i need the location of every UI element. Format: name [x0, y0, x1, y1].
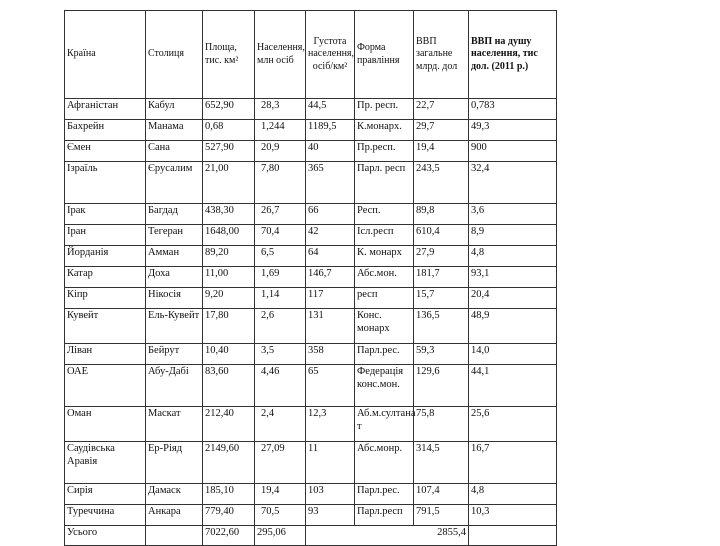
total-area: 7022,60	[203, 526, 255, 546]
cell-form: Парл. респ	[355, 162, 414, 204]
cell-density: 40	[306, 141, 355, 162]
cell-population: 3,5	[255, 344, 306, 365]
cell-country: Йорданія	[65, 246, 146, 267]
cell-gdp-per-capita: 10,3	[469, 505, 557, 526]
cell-area: 438,30	[203, 204, 255, 225]
cell-area: 2149,60	[203, 442, 255, 484]
table-row	[65, 225, 557, 246]
header-country: Країна	[65, 11, 146, 99]
cell-gdp: 129,6	[414, 365, 469, 407]
cell-country: Катар	[65, 267, 146, 288]
cell-density: 117	[306, 288, 355, 309]
cell-area: 212,40	[203, 407, 255, 442]
cell-capital: Нікосія	[146, 288, 203, 309]
cell-capital: Маскат	[146, 407, 203, 442]
cell-form: Парл.рес.	[355, 344, 414, 365]
cell-gdp-per-capita: 0,783	[469, 99, 557, 120]
cell-gdp-per-capita: 25,6	[469, 407, 557, 442]
cell-gdp: 89,8	[414, 204, 469, 225]
table-row	[65, 309, 557, 344]
cell-capital: Багдад	[146, 204, 203, 225]
header-density: Густота населення, осіб/км²	[306, 11, 355, 99]
cell-country: Сирія	[65, 484, 146, 505]
cell-area: 10,40	[203, 344, 255, 365]
cell-country: Афганістан	[65, 99, 146, 120]
cell-gdp: 610,4	[414, 225, 469, 246]
cell-gdp-per-capita: 44,1	[469, 365, 557, 407]
cell-form: Парл.рес.	[355, 484, 414, 505]
cell-density: 1189,5	[306, 120, 355, 141]
cell-capital: Ер-Ріяд	[146, 442, 203, 484]
cell-density: 12,3	[306, 407, 355, 442]
header-gdp-per-capita: ВВП на душу населення, тис дол. (2011 р.)	[469, 11, 557, 99]
cell-area: 11,00	[203, 267, 255, 288]
cell-country: Ірак	[65, 204, 146, 225]
cell-form: Пр. респ.	[355, 99, 414, 120]
cell-capital: Бейрут	[146, 344, 203, 365]
total-capital-empty	[146, 526, 203, 546]
cell-area: 89,20	[203, 246, 255, 267]
cell-density: 146,7	[306, 267, 355, 288]
cell-density: 65	[306, 365, 355, 407]
cell-density: 44,5	[306, 99, 355, 120]
cell-gdp-per-capita: 48,9	[469, 309, 557, 344]
table-row	[65, 484, 557, 505]
header-gdp: ВВП загальне млрд. дол	[414, 11, 469, 99]
cell-capital: Дамаск	[146, 484, 203, 505]
cell-density: 358	[306, 344, 355, 365]
cell-capital: Манама	[146, 120, 203, 141]
cell-area: 1648,00	[203, 225, 255, 246]
cell-gdp: 107,4	[414, 484, 469, 505]
cell-density: 11	[306, 442, 355, 484]
cell-country: Ліван	[65, 344, 146, 365]
cell-form: Абс.мон.	[355, 267, 414, 288]
cell-area: 0,68	[203, 120, 255, 141]
table-row	[65, 407, 557, 442]
cell-population: 19,4	[255, 484, 306, 505]
table-row	[65, 204, 557, 225]
cell-country: Ізраїль	[65, 162, 146, 204]
cell-gdp: 75,8	[414, 407, 469, 442]
cell-population: 2,6	[255, 309, 306, 344]
cell-gdp-per-capita: 32,4	[469, 162, 557, 204]
cell-population: 1,14	[255, 288, 306, 309]
cell-form: К. монарх	[355, 246, 414, 267]
cell-gdp-per-capita: 93,1	[469, 267, 557, 288]
cell-country: Саудівська Аравія	[65, 442, 146, 484]
table-row	[65, 246, 557, 267]
total-gdp-per-capita-empty	[469, 526, 557, 546]
cell-gdp: 22,7	[414, 99, 469, 120]
cell-capital: Анкара	[146, 505, 203, 526]
cell-form: респ	[355, 288, 414, 309]
cell-country: Ємен	[65, 141, 146, 162]
cell-density: 103	[306, 484, 355, 505]
cell-form: Пр.респ.	[355, 141, 414, 162]
cell-capital: Доха	[146, 267, 203, 288]
cell-area: 9,20	[203, 288, 255, 309]
cell-population: 2,4	[255, 407, 306, 442]
cell-capital: Ель-Кувейт	[146, 309, 203, 344]
cell-population: 70,5	[255, 505, 306, 526]
cell-gdp: 136,5	[414, 309, 469, 344]
cell-gdp: 59,3	[414, 344, 469, 365]
cell-capital: Кабул	[146, 99, 203, 120]
cell-capital: Амман	[146, 246, 203, 267]
cell-population: 7,80	[255, 162, 306, 204]
cell-area: 527,90	[203, 141, 255, 162]
cell-gdp-per-capita: 8,9	[469, 225, 557, 246]
cell-population: 28,3	[255, 99, 306, 120]
table-row	[65, 162, 557, 204]
table-row	[65, 288, 557, 309]
header-form: Форма правління	[355, 11, 414, 99]
cell-capital: Абу-Дабі	[146, 365, 203, 407]
cell-population: 4,46	[255, 365, 306, 407]
cell-area: 652,90	[203, 99, 255, 120]
cell-gdp-per-capita: 4,8	[469, 246, 557, 267]
cell-gdp: 314,5	[414, 442, 469, 484]
cell-capital: Єрусалим	[146, 162, 203, 204]
cell-country: Кувейт	[65, 309, 146, 344]
cell-gdp-per-capita: 49,3	[469, 120, 557, 141]
cell-density: 131	[306, 309, 355, 344]
cell-capital: Сана	[146, 141, 203, 162]
table-row	[65, 442, 557, 484]
cell-density: 66	[306, 204, 355, 225]
cell-gdp: 19,4	[414, 141, 469, 162]
cell-area: 17,80	[203, 309, 255, 344]
total-population: 295,06	[255, 526, 306, 546]
cell-gdp: 791,5	[414, 505, 469, 526]
table-row	[65, 505, 557, 526]
countries-table	[64, 10, 557, 546]
cell-density: 93	[306, 505, 355, 526]
cell-form: Федерація конс.мон.	[355, 365, 414, 407]
cell-country: Бахрейн	[65, 120, 146, 141]
total-gdp: 2855,4	[306, 526, 469, 546]
table-row	[65, 365, 557, 407]
cell-form: К.монарх.	[355, 120, 414, 141]
cell-gdp-per-capita: 14,0	[469, 344, 557, 365]
cell-gdp: 29,7	[414, 120, 469, 141]
cell-country: ОАЕ	[65, 365, 146, 407]
cell-population: 70,4	[255, 225, 306, 246]
cell-form: Аб.м.султана т	[355, 407, 414, 442]
cell-country: Туреччина	[65, 505, 146, 526]
cell-density: 42	[306, 225, 355, 246]
cell-country: Кіпр	[65, 288, 146, 309]
cell-density: 365	[306, 162, 355, 204]
cell-area: 185,10	[203, 484, 255, 505]
cell-population: 1,244	[255, 120, 306, 141]
header-row	[65, 11, 557, 99]
table-row	[65, 267, 557, 288]
cell-gdp: 243,5	[414, 162, 469, 204]
total-label: Усього	[65, 526, 146, 546]
cell-population: 20,9	[255, 141, 306, 162]
cell-area: 779,40	[203, 505, 255, 526]
cell-area: 21,00	[203, 162, 255, 204]
table-row	[65, 141, 557, 162]
table-row	[65, 344, 557, 365]
cell-form: Іcл.респ	[355, 225, 414, 246]
cell-form: Парл.респ	[355, 505, 414, 526]
table-body	[65, 99, 557, 526]
table-row	[65, 120, 557, 141]
cell-gdp-per-capita: 900	[469, 141, 557, 162]
cell-population: 6,5	[255, 246, 306, 267]
cell-population: 1,69	[255, 267, 306, 288]
table-row	[65, 99, 557, 120]
header-population: Населення, млн осіб	[255, 11, 306, 99]
cell-gdp-per-capita: 20,4	[469, 288, 557, 309]
cell-form: Абс.монр.	[355, 442, 414, 484]
cell-form: Респ.	[355, 204, 414, 225]
cell-population: 27,09	[255, 442, 306, 484]
cell-gdp: 181,7	[414, 267, 469, 288]
cell-population: 26,7	[255, 204, 306, 225]
cell-country: Іран	[65, 225, 146, 246]
cell-gdp: 27,9	[414, 246, 469, 267]
cell-area: 83,60	[203, 365, 255, 407]
header-area: Площа, тис. км²	[203, 11, 255, 99]
cell-gdp-per-capita: 3,6	[469, 204, 557, 225]
cell-capital: Тегеран	[146, 225, 203, 246]
cell-gdp-per-capita: 16,7	[469, 442, 557, 484]
total-row	[65, 526, 557, 546]
header-capital: Столиця	[146, 11, 203, 99]
cell-form: Конс. монарх	[355, 309, 414, 344]
cell-gdp-per-capita: 4,8	[469, 484, 557, 505]
cell-country: Оман	[65, 407, 146, 442]
cell-gdp: 15,7	[414, 288, 469, 309]
cell-density: 64	[306, 246, 355, 267]
